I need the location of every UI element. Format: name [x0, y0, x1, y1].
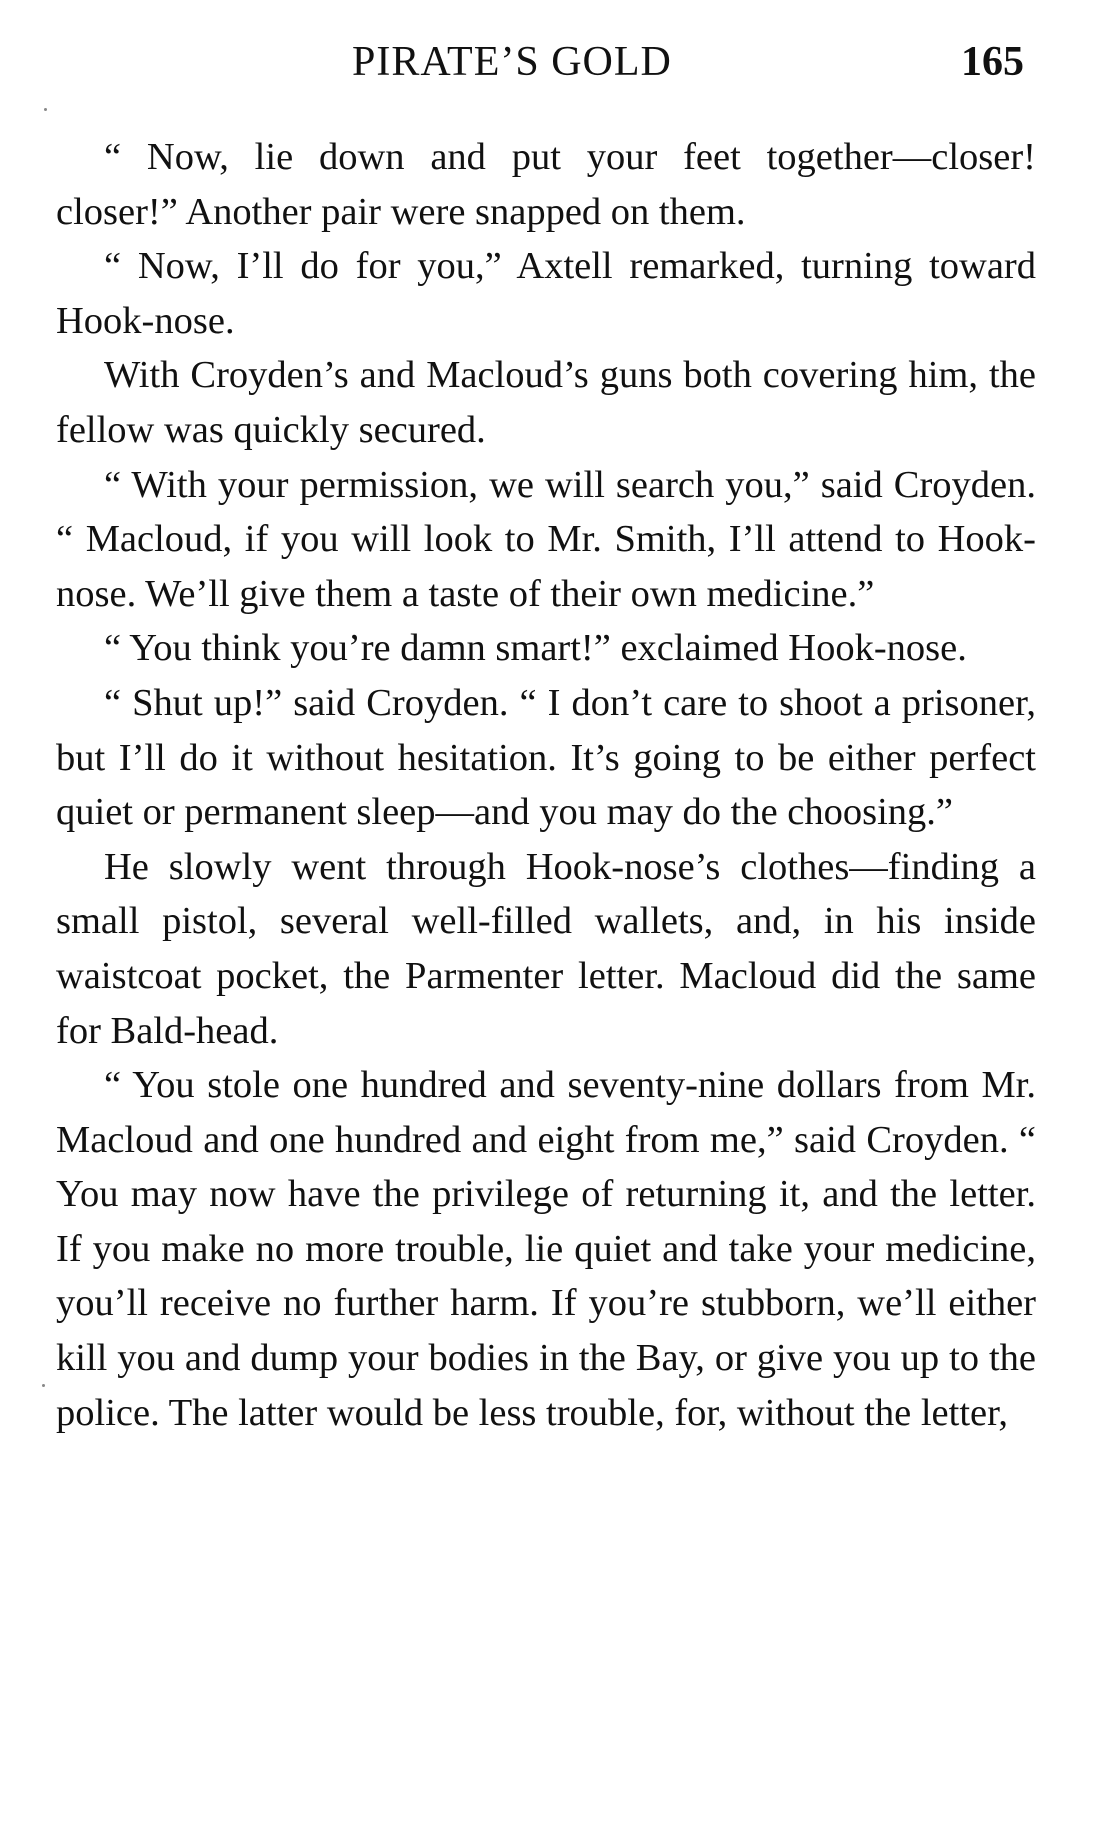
body-text — [56, 130, 1036, 1440]
paragraph: “ Shut up!” said Croyden. “ I don’t care to shoot a prisoner, but I’ll do it without hesitation. It’s going to be either perfect quiet or permanent sleep—and you may do the choosing.” — [56, 681, 1036, 834]
paragraph: “ Now, I’ll do for you,” Axtell remarked, turning toward Hook-nose. — [56, 245, 1036, 342]
print-speck — [44, 108, 47, 111]
paragraph: He slowly went through Hook-nose’s clothes—finding a small pistol, several well-filled wallets, and, in his inside waistcoat pocket, the Parmenter letter. Macloud did the same for Bald-head. — [56, 845, 1036, 1052]
running-head — [0, 32, 1096, 92]
print-speck — [42, 1384, 45, 1387]
paragraph: “ You think you’re damn smart!” exclaimed Hook-nose. — [104, 627, 967, 670]
paragraph: “ Now, lie down and put your feet together—closer! closer!” Another pair were snapped on them. — [56, 136, 1036, 233]
paragraph: “ You stole one hundred and seventy-nine dollars from Mr. Macloud and one hundred and eight from me,” said Croyden. “ You may now have the privilege of returning it, and the letter. If you make no more trouble, lie quiet and take your medicine, you’ll receive no further harm. If you’re stubborn, we’ll either kill you and dump your bodies in the Bay, or give you up to the police. The latter would be less trouble, for, without the letter, — [56, 1064, 1036, 1434]
running-title: PIRATE’S GOLD — [352, 39, 672, 85]
paragraph: With Croyden’s and Macloud’s guns both covering him, the fellow was quickly secured. — [56, 354, 1036, 451]
paragraph: “ With your permission, we will search you,” said Croyden. “ Macloud, if you will look to Mr. Smith, I’ll attend to Hook-nose. We’ll give them a taste of their own medicine.” — [56, 463, 1036, 615]
page-number: 165 — [961, 39, 1024, 85]
